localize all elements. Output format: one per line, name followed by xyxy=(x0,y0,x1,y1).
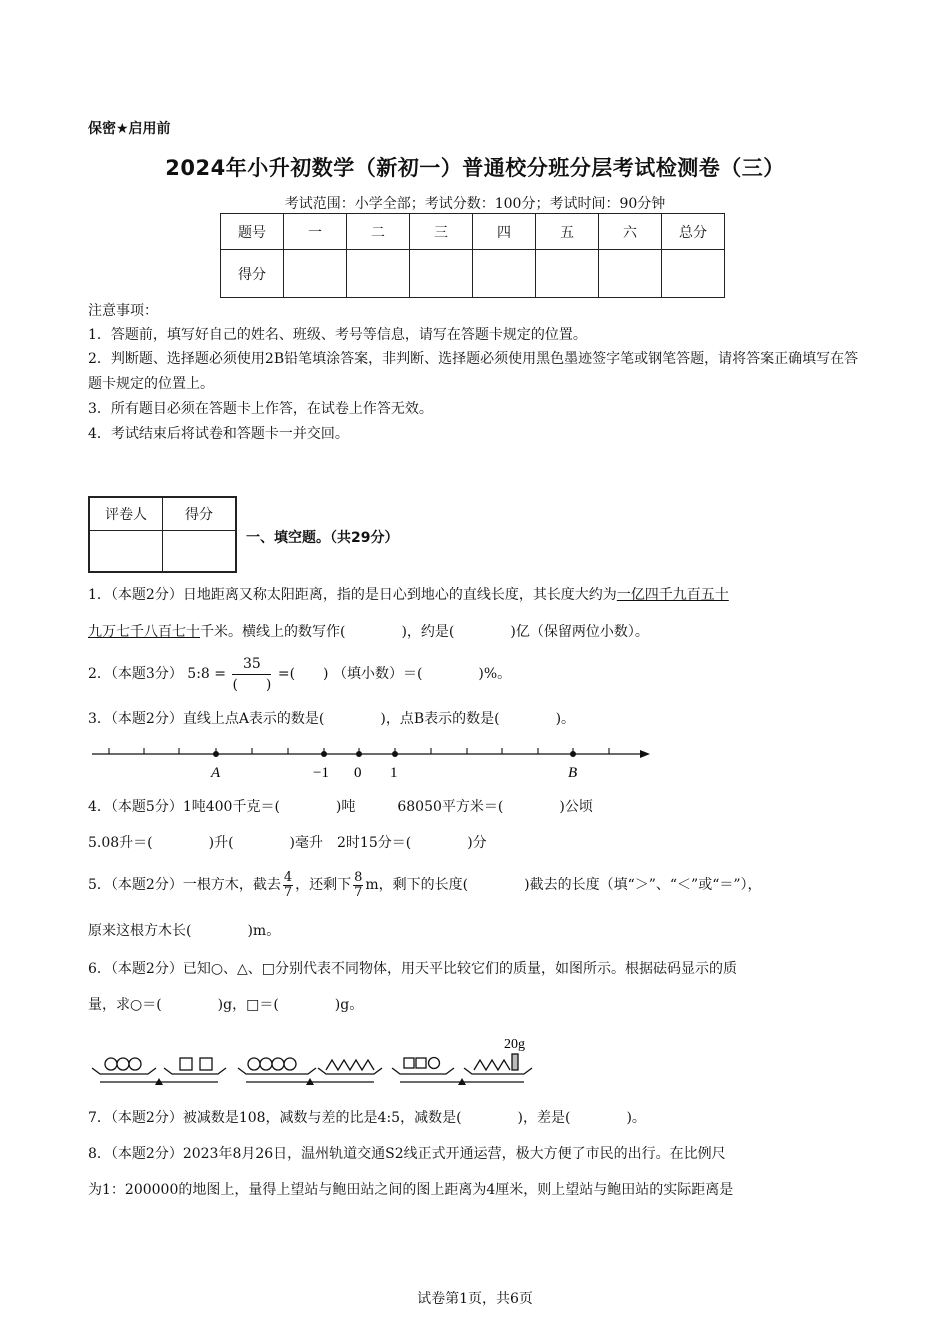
grader-table xyxy=(88,496,237,573)
note-item: 4．考试结束后将试卷和答题卡一并交回。 xyxy=(88,426,349,442)
score-cell: 四 xyxy=(473,214,536,250)
q2-prefix: 2．（本题3分） xyxy=(88,666,183,682)
point-one xyxy=(392,751,398,757)
section-heading: 一、填空题。（共29分） xyxy=(246,530,399,546)
score-cell: 五 xyxy=(536,214,599,250)
question-3: 3．（本题2分）直线上点A表示的数是( )，点B表示的数是( )。 xyxy=(88,711,576,727)
question-8-line2: 为1：200000的地图上，量得上望站与鲍田站之间的图上距离为4厘米，则上望站与鲍田站的实际距离是 xyxy=(88,1182,734,1198)
score-blank xyxy=(284,250,347,298)
score-cell: 总分 xyxy=(662,214,725,250)
score-blank xyxy=(347,250,410,298)
score-blank xyxy=(536,250,599,298)
score-cell: 得分 xyxy=(221,250,284,298)
grader-blank xyxy=(163,531,237,573)
q1-suffix: 千米。横线上的数写作( )，约是( )亿（保留两位小数）。 xyxy=(200,624,649,640)
number-line-arrow xyxy=(640,750,650,758)
point-neg1 xyxy=(321,751,327,757)
q5-fraction-1 xyxy=(283,871,293,900)
q5-prefix: 5．（本题2分）一根方木，截去 xyxy=(88,877,281,893)
question-2 xyxy=(88,652,863,696)
score-table-score-row xyxy=(221,250,725,298)
q5-f1-den: 7 xyxy=(283,884,293,900)
q5-fraction-2 xyxy=(353,871,363,900)
q5-f1-num: 4 xyxy=(283,869,293,885)
point-a xyxy=(213,751,219,757)
question-5 xyxy=(88,866,863,904)
label-one: 1 xyxy=(390,765,398,781)
score-cell: 题号 xyxy=(221,214,284,250)
q2-numerator: 35 xyxy=(232,654,271,675)
question-4: 4．（本题5分）1吨400千克＝( )吨 68050平方米＝( )公顷 xyxy=(88,799,593,815)
grader-reviewer-label: 评卷人 xyxy=(89,497,163,531)
notes-heading: 注意事项： xyxy=(88,303,158,319)
label-zero: 0 xyxy=(354,765,362,781)
q5-mid: ，还剩下 xyxy=(295,877,352,893)
label-neg1: −1 xyxy=(313,765,329,781)
point-b xyxy=(570,751,576,757)
page-title: 2024年小升初数学（新初一）普通校分班分层考试检测卷（三） xyxy=(165,156,785,180)
grader-blank xyxy=(89,531,163,573)
score-blank xyxy=(662,250,725,298)
balance-figure xyxy=(88,1032,538,1092)
note-item: 1．答题前，填写好自己的姓名、班级、考号等信息，请写在答题卡规定的位置。 xyxy=(88,327,587,343)
score-cell: 三 xyxy=(410,214,473,250)
exam-scope: 考试范围：小学全部；考试分数：100分；考试时间：90分钟 xyxy=(284,196,666,212)
page-footer: 试卷第1页，共6页 xyxy=(417,1291,533,1307)
question-6-line2: 量，求○＝( )g，□＝( )g。 xyxy=(88,997,364,1013)
point-zero xyxy=(356,751,362,757)
score-table xyxy=(220,213,725,298)
question-1-line2 xyxy=(88,620,863,645)
question-5-line2: 原来这根方木长( )m。 xyxy=(88,923,281,939)
score-cell: 二 xyxy=(347,214,410,250)
q1-underlined-1: 一亿四千九百五十 xyxy=(616,587,729,603)
question-1 xyxy=(88,583,863,608)
balance-3 xyxy=(392,1054,532,1082)
label-a: A xyxy=(211,765,221,781)
score-cell: 六 xyxy=(599,214,662,250)
score-table-header-row xyxy=(221,214,725,250)
q2-fraction xyxy=(232,654,271,695)
q2-denominator: ( ) xyxy=(232,676,272,693)
score-blank xyxy=(410,250,473,298)
q2-eq: =( ) xyxy=(277,666,329,682)
score-blank xyxy=(473,250,536,298)
question-7: 7．（本题2分）被减数是108，减数与差的比是4:5，减数是( )，差是( )。 xyxy=(88,1110,646,1126)
question-6: 6．（本题2分）已知○、△、□分别代表不同物体，用天平比较它们的质量，如图所示。根据砝码显示的质 xyxy=(88,961,738,977)
confidential-label: 保密★启用前 xyxy=(88,121,171,137)
q5-suffix: m，剩下的长度( )截去的长度（填“＞”、“＜”或“＝”）， xyxy=(365,877,762,893)
q2-suffix: （填小数）＝( )%。 xyxy=(332,666,512,682)
score-cell: 一 xyxy=(284,214,347,250)
q5-f2-den: 7 xyxy=(354,884,363,900)
grader-score-label: 得分 xyxy=(163,497,237,531)
q1-prefix: 1．（本题2分）日地距离又称太阳距离，指的是日心到地心的直线长度，其长度大约为 xyxy=(88,587,617,603)
weight-label: 20g xyxy=(504,1037,525,1052)
number-line xyxy=(88,740,658,782)
note-item: 2．判断题、选择题必须使用2B铅笔填涂答案，非判断、选择题必须使用黑色墨迹签字笔或钢笔答题，请将答案正确填写在答题卡规定的位置上。 xyxy=(88,351,859,392)
label-b: B xyxy=(568,765,578,781)
question-8: 8．（本题2分）2023年8月26日，温州轨道交通S2线正式开通运营，极大方便了市民的出行。在比例尺 xyxy=(88,1146,726,1162)
question-4-line2: 5.08升＝( )升( )毫升 2时15分＝( )分 xyxy=(88,835,487,851)
q5-f2-num: 8 xyxy=(354,869,363,885)
note-item: 3．所有题目必须在答题卡上作答，在试卷上作答无效。 xyxy=(88,401,433,417)
q1-underlined-2: 九万七千八百七十 xyxy=(88,624,200,640)
q2-ratio: 5:8 = xyxy=(187,666,226,682)
score-blank xyxy=(599,250,662,298)
